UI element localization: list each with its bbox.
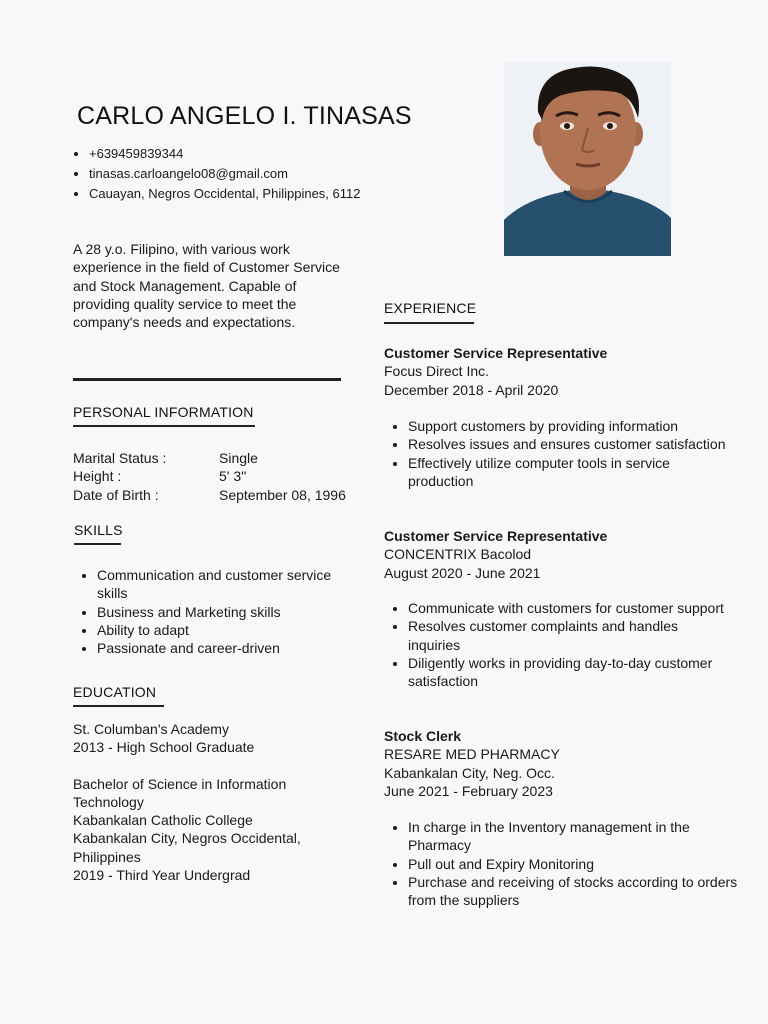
list-item: • Purchase and receiving of stocks according to orders from the suppliers — [408, 873, 738, 910]
list-item: • Support customers by providing information — [408, 417, 732, 435]
marital-status-label: Marital Status : — [73, 450, 167, 466]
skills-list — [73, 566, 347, 657]
education-heading: EDUCATION — [73, 684, 157, 700]
home-address: • Cauayan, Negros Occidental, Philippines, 6112 — [89, 184, 360, 204]
list-item: • Resolves issues and ensures customer satisfaction — [408, 435, 732, 453]
job-title: Customer Service Representative — [384, 528, 608, 544]
personal-info-table — [73, 449, 346, 504]
job-dates: August 2020 - June 2021 — [384, 564, 541, 581]
date-of-birth-value: September 08, 1996 — [219, 486, 346, 503]
college-name: Kabankalan Catholic College — [73, 812, 253, 829]
list-item: • Effectively utilize computer tools in service production — [408, 454, 732, 491]
college-status: 2019 - Third Year Undergrad — [73, 867, 251, 884]
experience-heading: EXPERIENCE — [384, 300, 477, 316]
skills-underline — [74, 543, 121, 545]
job-entry — [384, 344, 714, 399]
list-item: • Diligently works in providing day-to-day customer satisfaction — [408, 654, 732, 691]
education-entries — [73, 720, 353, 884]
degree-name: Bachelor of Science in Information Technology — [73, 775, 287, 810]
height-label: Height : — [73, 468, 122, 485]
section-divider — [73, 378, 341, 381]
phone-number: • +639459839344 — [89, 144, 360, 164]
email-address: • tinasas.carloangelo08@gmail.com — [89, 164, 360, 184]
college-location: Kabankalan City, Negros Occidental, Philippines — [73, 830, 301, 865]
contact-list — [73, 144, 360, 204]
list-item: • Pull out and Expiry Monitoring — [408, 855, 738, 873]
company-name: RESARE MED PHARMACY — [384, 746, 560, 763]
profile-photo — [504, 62, 671, 256]
company-name: Focus Direct Inc. — [384, 363, 490, 380]
list-item: • Communicate with customers for customer support — [408, 599, 732, 617]
job-entry — [384, 527, 714, 582]
company-name: CONCENTRIX Bacolod — [384, 546, 532, 563]
list-item: • Resolves customer complaints and handles inquiries — [408, 617, 732, 654]
list-item: • Business and Marketing skills — [97, 603, 347, 621]
graduation-info: 2013 - High School Graduate — [73, 739, 255, 756]
candidate-name: CARLO ANGELO I. TINASAS — [77, 102, 412, 130]
job-dates: December 2018 - April 2020 — [384, 381, 559, 398]
job-duties-list — [384, 599, 732, 690]
experience-underline — [384, 322, 474, 324]
job-dates: June 2021 - February 2023 — [384, 782, 553, 799]
job-location: Kabankalan City, Neg. Occ. — [384, 764, 555, 781]
job-title: Stock Clerk — [384, 728, 462, 744]
list-item: • Passionate and career-driven — [97, 639, 347, 657]
date-of-birth-label: Date of Birth : — [73, 486, 159, 503]
skills-heading: SKILLS — [74, 522, 123, 538]
date-of-birth-row — [73, 486, 346, 504]
marital-status-row — [73, 449, 346, 467]
job-title: Customer Service Representative — [384, 345, 608, 361]
job-duties-list — [384, 417, 732, 490]
height-value: 5' 3'' — [219, 468, 247, 485]
job-duties-list — [384, 818, 738, 909]
school-name: St. Columban's Academy — [73, 721, 229, 737]
education-underline — [73, 705, 164, 707]
list-item: • In charge in the Inventory management in the Pharmacy — [408, 818, 738, 855]
profile-summary: A 28 y.o. Filipino, with various work experience in the field of Customer Service and Stock Management. Capable of providing quality service to meet the company's needs and expectations. — [73, 241, 340, 331]
list-item: • Communication and customer service skills — [97, 566, 347, 603]
job-entry — [384, 727, 714, 800]
personal-info-heading: PERSONAL INFORMATION — [73, 404, 254, 420]
height-row — [73, 467, 346, 485]
list-item: • Ability to adapt — [97, 621, 347, 639]
marital-status-value: Single — [219, 450, 258, 466]
personal-info-underline — [73, 425, 255, 427]
